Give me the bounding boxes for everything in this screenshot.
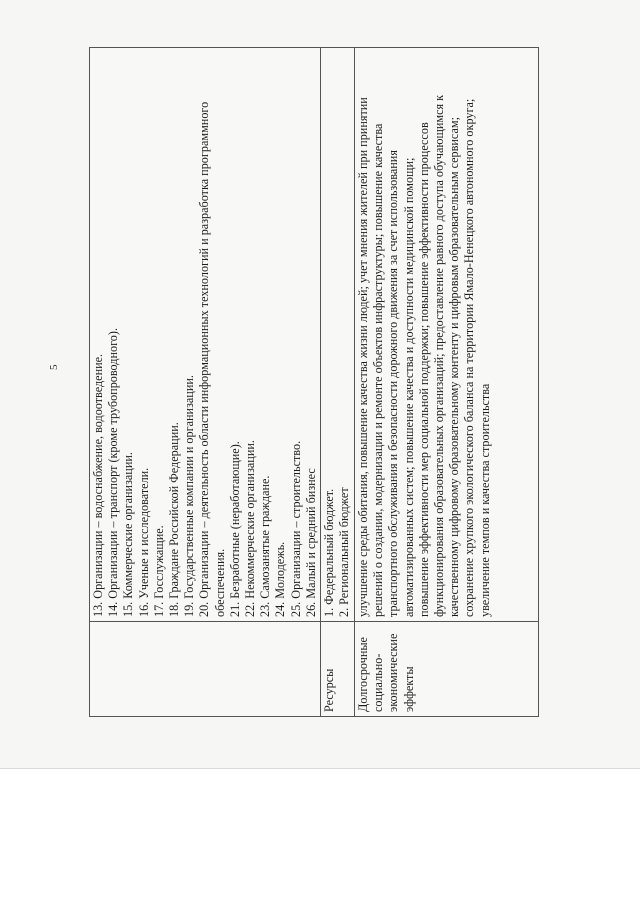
page-number: 5 (48, 364, 60, 370)
row-label-effects (355, 622, 539, 717)
text-line: транспортного обслуживания и безопасности дорожного движения за счет использования (386, 150, 401, 617)
list-item: 1. Федеральный бюджет. (322, 488, 337, 617)
list-item: 17. Госслужащие. (151, 525, 166, 617)
list-item: 18. Граждане Российской Федерации. (167, 422, 182, 617)
resources-list (321, 48, 355, 622)
text-line: сохранение хрупкого экологического баланса на территории Ямало-Ненецкого автономного округа; (462, 98, 477, 617)
program-table (89, 47, 539, 717)
list-item: 13. Организации – водоснабжение, водоотведение. (91, 353, 105, 617)
table-row-resources (321, 48, 355, 717)
effects-text (355, 48, 539, 622)
list-item: обеспечения. (212, 548, 227, 617)
list-item: 22. Некоммерческие организации. (243, 440, 258, 617)
table-row-effects (355, 48, 539, 717)
row-label-empty (90, 622, 321, 717)
participants-list (90, 48, 321, 622)
list-item: 2. Региональный бюджет (337, 487, 352, 617)
list-item: 20. Организации – деятельность области информационных технологий и разработка программного (197, 101, 212, 617)
list-item: 19. Государственные компании и организации. (182, 375, 197, 617)
list-item: 16. Ученые и исследователи. (136, 467, 151, 617)
text-line: автоматизированных систем; повышение качества и доступности медицинской помощи; (401, 157, 416, 617)
label-line: социально- (371, 653, 386, 712)
list-item: 14. Организации – транспорт (кроме трубопроводного). (106, 327, 121, 617)
label-line: эффекты (401, 666, 416, 712)
list-item: 25. Организации – строительство. (288, 440, 303, 617)
row-label-resources: Ресурсы (321, 622, 355, 717)
label-line: экономические (386, 633, 401, 712)
label-line: Долгосрочные (356, 637, 371, 712)
list-item: 15. Коммерческие организации. (121, 452, 136, 617)
list-item: 23. Самозанятые граждане. (258, 475, 273, 617)
rotated-table-container (89, 47, 539, 717)
text-line: решений о создании, модернизации и ремонте объектов инфраструктуры; повышение качества (371, 123, 386, 617)
list-item: 24. Молодежь. (273, 541, 288, 617)
text-line: повышение эффективности мер социальной поддержки; повышение эффективности процессов (416, 122, 431, 617)
text-line: функционирования образовательных организаций; предоставление равного доступа обучающимся к (432, 94, 447, 617)
text-line: качественному цифровому образовательному контенту и цифровым образовательным сервисам; (447, 117, 462, 617)
table-row-participants (90, 48, 321, 717)
list-item: 21. Безработные (неработающие). (227, 441, 242, 617)
text-line: увеличение темпов и качества строительства (477, 383, 492, 617)
text-line: улучшение среды обитания, повышение качества жизни людей; учет мнения жителей при принятии (356, 97, 371, 617)
list-item: 26. Малый и средний бизнес (303, 468, 318, 617)
